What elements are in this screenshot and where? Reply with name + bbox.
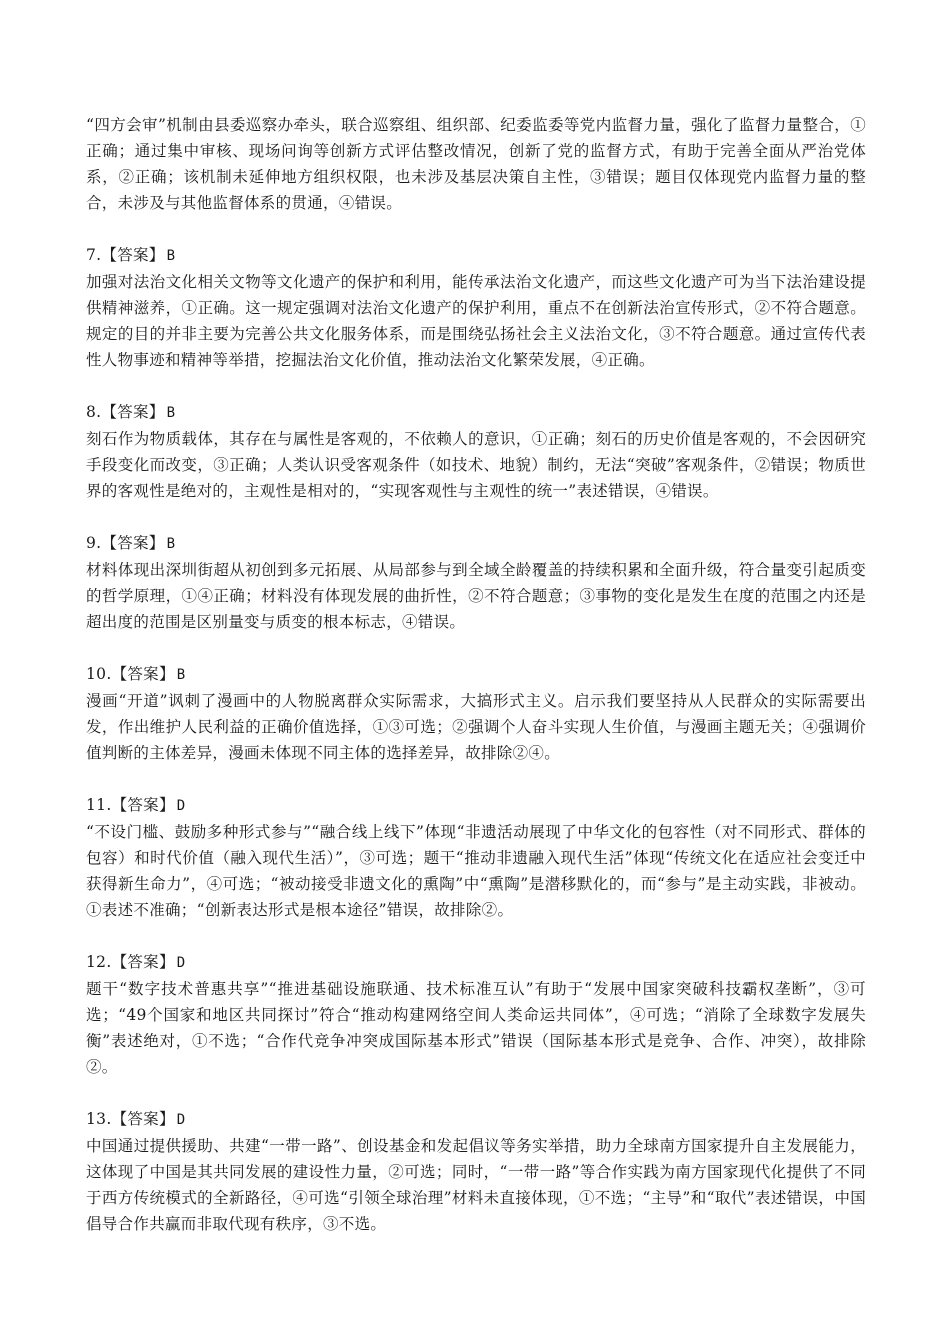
answer-label: 【答案】	[111, 796, 175, 814]
question-header	[86, 1106, 866, 1133]
question-header	[86, 661, 866, 688]
explanation-paragraph: 加强对法治文化相关文物等文化遗产的保护和利用，能传承法治文化遗产，而这些文化遗产可为当下法治建设提供精神滋养，①正确。这一规定强调对法治文化遗产的保护利用，重点不在创新法治宣传形式，②不符合题意。规定的目的并非主要为完善公共文化服务体系，而是围绕弘扬社会主义法治文化，③不符合题意。通过宣传代表性人物事迹和精神等举措，挖掘法治文化价值，推动法治文化繁荣发展，④正确。	[86, 273, 866, 369]
question-number: 12.	[86, 953, 112, 971]
question-header	[86, 242, 866, 269]
question-12	[86, 949, 866, 1080]
question-header	[86, 399, 866, 426]
question-10	[86, 661, 866, 766]
answer-label: 【答案】	[111, 1110, 175, 1128]
answer-label: 【答案】	[101, 403, 165, 421]
answer-letter: D	[176, 955, 186, 971]
answer-letter: B	[176, 667, 186, 683]
answer-letter: B	[166, 405, 176, 421]
question-8	[86, 399, 866, 504]
question-header	[86, 530, 866, 557]
answer-document	[86, 112, 866, 1263]
intro-block	[86, 112, 866, 216]
answer-letter: B	[166, 536, 176, 552]
intro-paragraph: “四方会审”机制由县委巡察办牵头，联合巡察组、组织部、纪委监委等党内监督力量，强化了监督力量整合，①正确；通过集中审核、现场问询等创新方式评估整改情况，创新了党的监督方式，有助于完善全面从严治党体系，②正确；该机制未延伸地方组织权限，也未涉及基层决策自主性，③错误；题目仅体现党内监督力量的整合，未涉及与其他监督体系的贯通，④错误。	[86, 116, 866, 212]
question-number: 8.	[86, 403, 102, 421]
question-number: 11.	[86, 796, 112, 814]
question-header	[86, 949, 866, 976]
answer-letter: D	[176, 798, 186, 814]
answer-label: 【答案】	[101, 534, 165, 552]
question-9	[86, 530, 866, 635]
explanation-paragraph: 漫画“开道”讽刺了漫画中的人物脱离群众实际需求，大搞形式主义。启示我们要坚持从人民群众的实际需要出发，作出维护人民利益的正确价值选择，①③可选；②强调个人奋斗实现人生价值，与漫画主题无关；④强调价值判断的主体差异，漫画未体现不同主体的选择差异，故排除②④。	[86, 692, 866, 762]
explanation-paragraph: 刻石作为物质载体，其存在与属性是客观的，不依赖人的意识，①正确；刻石的历史价值是客观的，不会因研究手段变化而改变，③正确；人类认识受客观条件（如技术、地貌）制约，无法“突破”客观条件，②错误；物质世界的客观性是绝对的，主观性是相对的，“实现客观性与主观性的统一”表述错误，④错误。	[86, 430, 866, 500]
question-header	[86, 792, 866, 819]
explanation-paragraph: 中国通过提供援助、共建“一带一路”、创设基金和发起倡议等务实举措，助力全球南方国家提升自主发展能力，这体现了中国是其共同发展的建设性力量，②可选；同时，“一带一路”等合作实践为南方国家现代化提供了不同于西方传统模式的全新路径，④可选“引领全球治理”材料未直接体现，①不选；“主导”和“取代”表述错误，中国倡导合作共赢而非取代现有秩序，③不选。	[86, 1137, 866, 1233]
question-7	[86, 242, 866, 373]
question-number: 9.	[86, 534, 102, 552]
explanation-paragraph: 材料体现出深圳街超从初创到多元拓展、从局部参与到全域全龄覆盖的持续积累和全面升级，符合量变引起质变的哲学原理，①④正确；材料没有体现发展的曲折性，②不符合题意；③事物的变化是发生在度的范围之内还是超出度的范围是区别量变与质变的根本标志，④错误。	[86, 561, 866, 631]
answer-label: 【答案】	[111, 665, 175, 683]
explanation-paragraph: 题干“数字技术普惠共享”“推进基础设施联通、技术标准互认”有助于“发展中国家突破科技霸权垄断”，③可选；“49个国家和地区共同探讨”符合“推动构建网络空间人类命运共同体”，④可选；“消除了全球数字发展失衡”表述绝对，①不选；“合作代竞争冲突成国际基本形式”错误（国际基本形式是竞争、合作、冲突），故排除②。	[86, 980, 866, 1076]
explanation-paragraph: “不设门槛、鼓励多种形式参与”“融合线上线下”体现“非遗活动展现了中华文化的包容性（对不同形式、群体的包容）和时代价值（融入现代生活）”，③可选；题干“推动非遗融入现代生活”体现“传统文化在适应社会变迁中获得新生命力”，④可选；“被动接受非遗文化的熏陶”中“熏陶”是潜移默化的，而“参与”是主动实践，非被动。①表述不准确；“创新表达形式是根本途径”错误，故排除②。	[86, 823, 866, 919]
question-13	[86, 1106, 866, 1237]
answer-letter: B	[166, 248, 176, 264]
question-number: 7.	[86, 246, 102, 264]
question-11	[86, 792, 866, 923]
answer-label: 【答案】	[111, 953, 175, 971]
answer-letter: D	[176, 1112, 186, 1128]
answer-label: 【答案】	[101, 246, 165, 264]
question-number: 13.	[86, 1110, 112, 1128]
question-number: 10.	[86, 665, 112, 683]
